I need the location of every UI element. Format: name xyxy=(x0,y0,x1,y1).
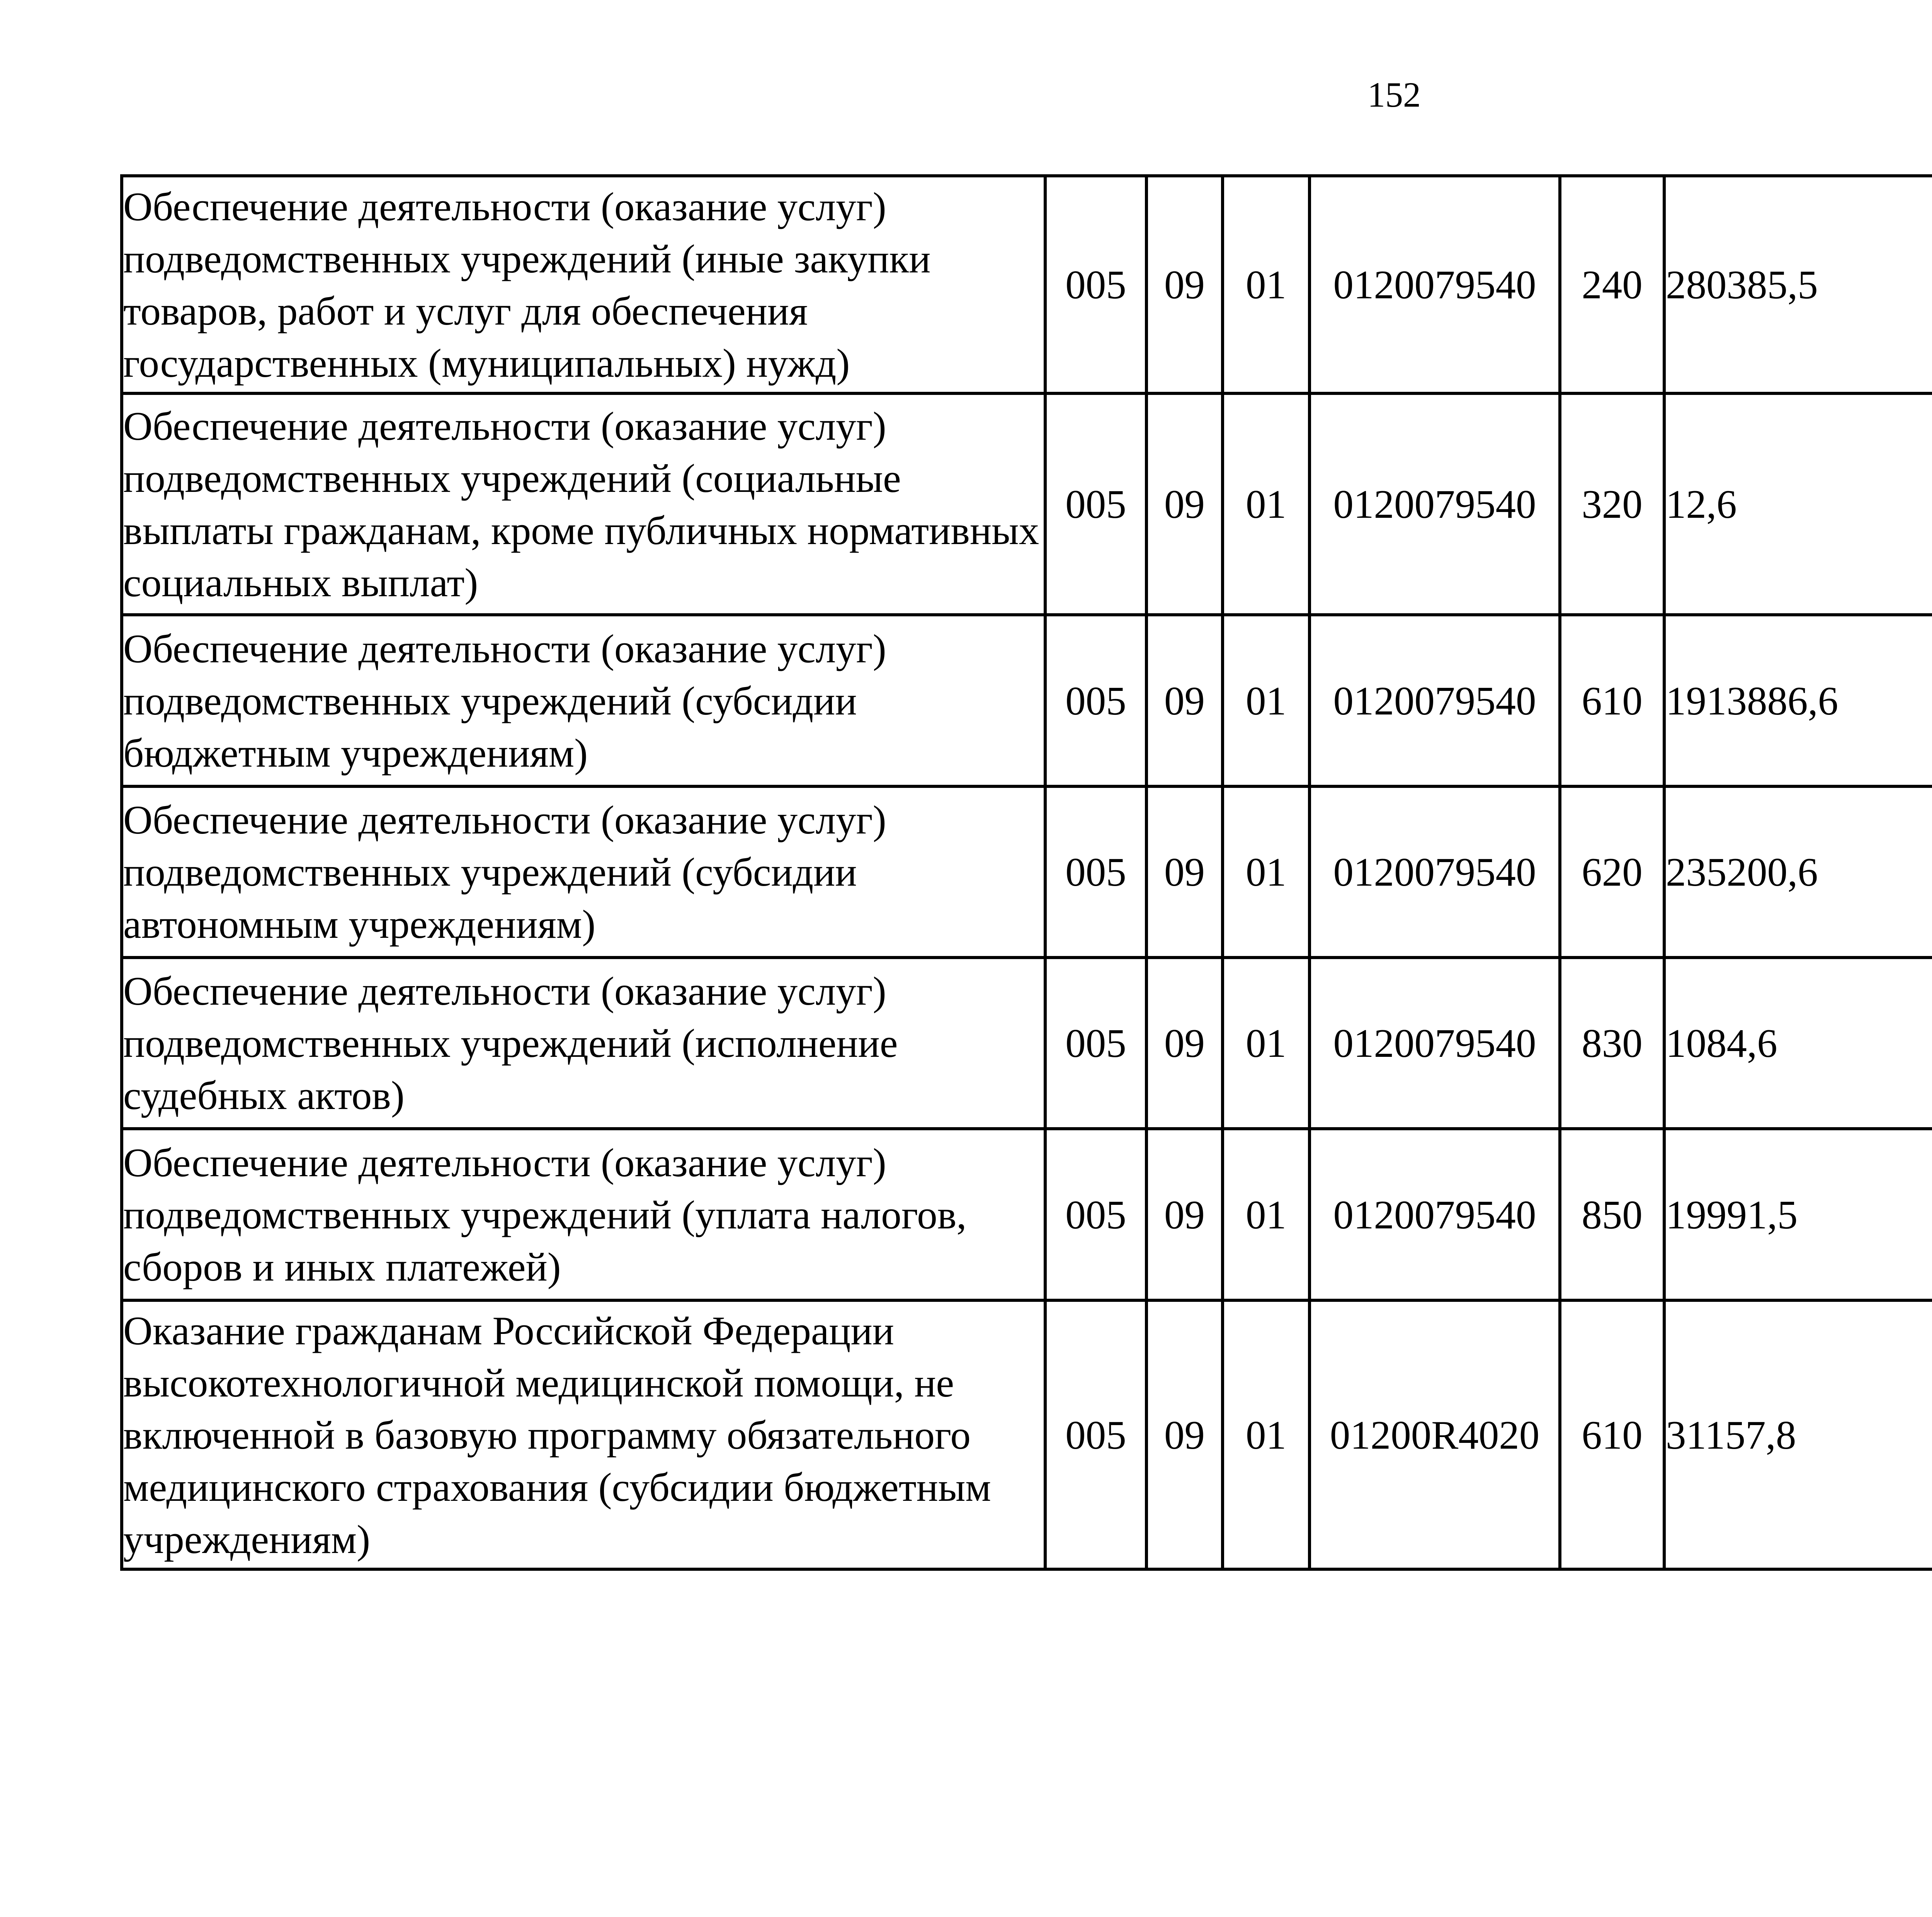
page-number: 152 xyxy=(1367,75,1421,114)
cell-amount-1: 31157,8 xyxy=(1664,1300,1932,1569)
table-row xyxy=(122,1300,1932,1569)
cell-expense-type: 620 xyxy=(1560,786,1664,958)
table-row xyxy=(122,393,1932,615)
table-row xyxy=(122,958,1932,1129)
table-row xyxy=(122,786,1932,958)
cell-name: Обеспечение деятельности (оказание услуг) подведомственных учреждений (субсидии бюджетным учреждениям) xyxy=(122,615,1045,786)
cell-expense-type: 850 xyxy=(1560,1129,1664,1300)
cell-section: 09 xyxy=(1146,393,1223,615)
cell-target-article: 0120079540 xyxy=(1310,958,1560,1129)
cell-subsection: 01 xyxy=(1223,958,1310,1129)
cell-name: Оказание гражданам Российской Федерации высокотехнологичной медицинской помощи, не включенной в базовую программу обязательного медицинского страхования (субсидии бюджетным учреждениям) xyxy=(122,1300,1045,1569)
table-row xyxy=(122,1129,1932,1300)
cell-target-article: 0120079540 xyxy=(1310,176,1560,393)
cell-name: Обеспечение деятельности (оказание услуг) подведомственных учреждений (исполнение судебных актов) xyxy=(122,958,1045,1129)
cell-ministry: 005 xyxy=(1045,615,1146,786)
cell-expense-type: 320 xyxy=(1560,393,1664,615)
cell-amount-1: 1084,6 xyxy=(1664,958,1932,1129)
cell-section: 09 xyxy=(1146,1300,1223,1569)
cell-expense-type: 830 xyxy=(1560,958,1664,1129)
cell-section: 09 xyxy=(1146,615,1223,786)
cell-subsection: 01 xyxy=(1223,1129,1310,1300)
cell-target-article: 0120079540 xyxy=(1310,1129,1560,1300)
table-row xyxy=(122,615,1932,786)
cell-expense-type: 240 xyxy=(1560,176,1664,393)
cell-name: Обеспечение деятельности (оказание услуг) подведомственных учреждений (уплата налогов, сборов и иных платежей) xyxy=(122,1129,1045,1300)
cell-expense-type: 610 xyxy=(1560,615,1664,786)
cell-name: Обеспечение деятельности (оказание услуг) подведомственных учреждений (иные закупки товаров, работ и услуг для обеспечения государственных (муниципальных) нужд) xyxy=(122,176,1045,393)
cell-section: 09 xyxy=(1146,958,1223,1129)
cell-expense-type: 610 xyxy=(1560,1300,1664,1569)
cell-amount-1: 235200,6 xyxy=(1664,786,1932,958)
cell-ministry: 005 xyxy=(1045,1129,1146,1300)
cell-name: Обеспечение деятельности (оказание услуг) подведомственных учреждений (субсидии автономным учреждениям) xyxy=(122,786,1045,958)
cell-amount-1: 280385,5 xyxy=(1664,176,1932,393)
cell-ministry: 005 xyxy=(1045,958,1146,1129)
cell-target-article: 0120079540 xyxy=(1310,393,1560,615)
cell-subsection: 01 xyxy=(1223,176,1310,393)
cell-ministry: 005 xyxy=(1045,1300,1146,1569)
cell-amount-1: 1913886,6 xyxy=(1664,615,1932,786)
cell-target-article: 0120079540 xyxy=(1310,786,1560,958)
cell-subsection: 01 xyxy=(1223,393,1310,615)
cell-target-article: 01200R4020 xyxy=(1310,1300,1560,1569)
cell-subsection: 01 xyxy=(1223,786,1310,958)
cell-ministry: 005 xyxy=(1045,393,1146,615)
cell-subsection: 01 xyxy=(1223,1300,1310,1569)
cell-section: 09 xyxy=(1146,176,1223,393)
budget-table xyxy=(120,174,1932,1571)
cell-ministry: 005 xyxy=(1045,786,1146,958)
cell-name: Обеспечение деятельности (оказание услуг) подведомственных учреждений (социальные выплаты гражданам, кроме публичных нормативных социальных выплат) xyxy=(122,393,1045,615)
cell-subsection: 01 xyxy=(1223,615,1310,786)
cell-amount-1: 12,6 xyxy=(1664,393,1932,615)
cell-section: 09 xyxy=(1146,1129,1223,1300)
table-row xyxy=(122,176,1932,393)
cell-section: 09 xyxy=(1146,786,1223,958)
cell-target-article: 0120079540 xyxy=(1310,615,1560,786)
cell-ministry: 005 xyxy=(1045,176,1146,393)
cell-amount-1: 19991,5 xyxy=(1664,1129,1932,1300)
